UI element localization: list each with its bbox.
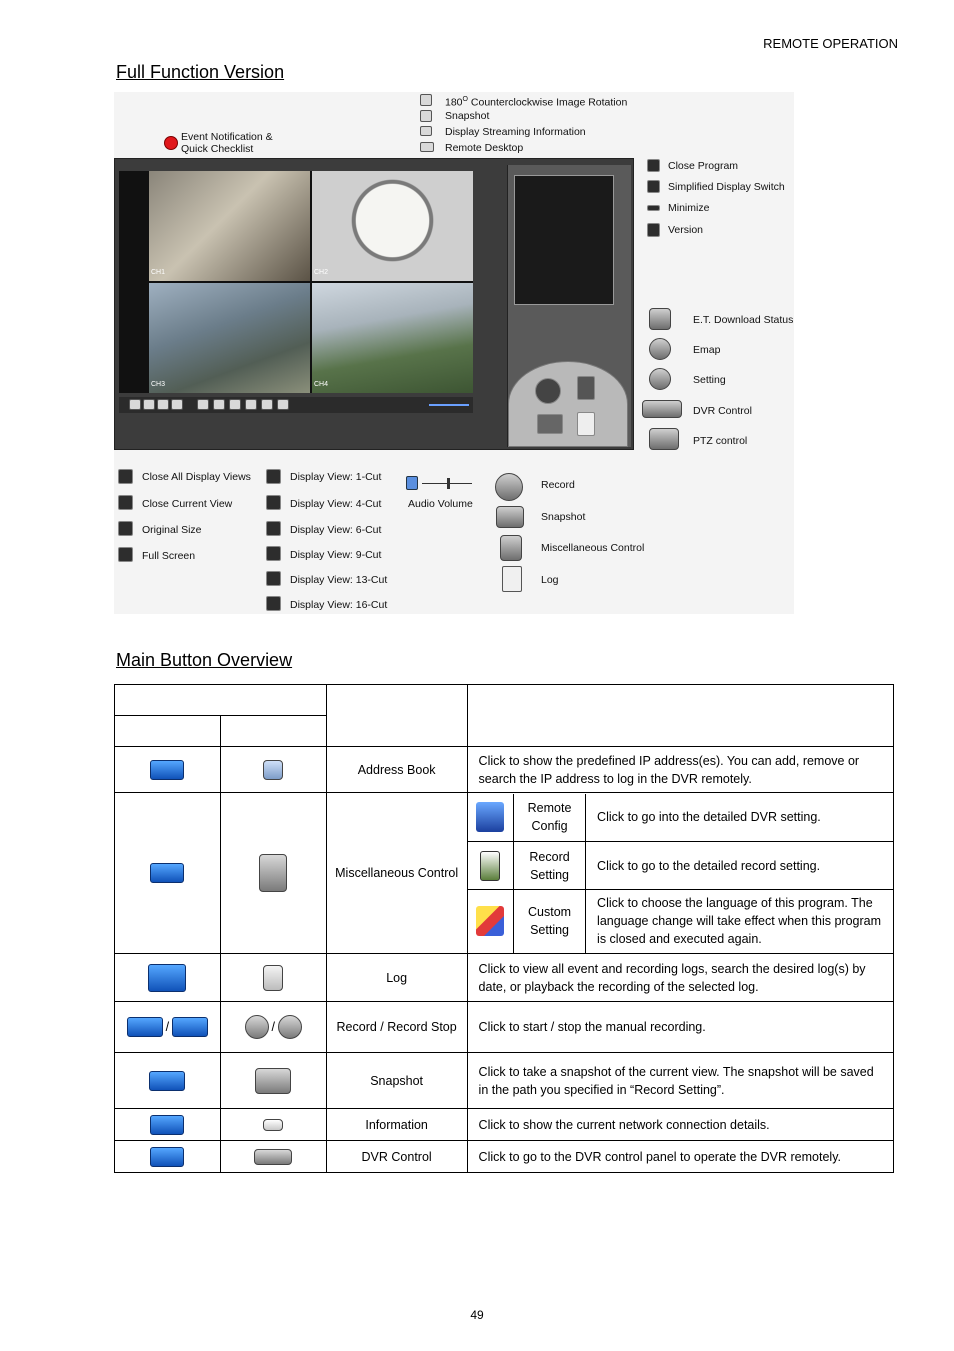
video-area: [119, 171, 473, 393]
sub-description: Click to choose the language of this program. The language change will take effect when this program is closed and executed again.: [597, 896, 882, 947]
right-label-download: E.T. Download Status: [693, 314, 794, 326]
legend-13-cut: Display View: 13-Cut: [290, 574, 388, 586]
view-1-cut-icon[interactable]: [197, 399, 209, 410]
record-setting-icon: [480, 851, 500, 881]
misc-control-blue-icon: [150, 863, 184, 883]
log-gray-icon: [263, 965, 283, 991]
function-description: Click to show the predefined IP address(es). You can add, remove or search the IP address to log in the DVR remotely.: [467, 747, 893, 793]
close-program-icon: [647, 159, 660, 172]
table-row: [115, 1141, 894, 1173]
right-label-close: Close Program: [668, 160, 739, 172]
volume-slider[interactable]: [429, 404, 469, 406]
misc-control-gray-icon: [259, 854, 287, 892]
original-size-icon[interactable]: [157, 399, 169, 410]
address-list[interactable]: [514, 175, 614, 305]
streaming-info-icon: [420, 126, 432, 136]
display-switch-icon: [647, 180, 660, 193]
full-function-figure: [114, 92, 794, 614]
audio-volume-knob: [447, 478, 450, 489]
main-button-table: [114, 684, 894, 1173]
rotate-icon: [420, 94, 432, 106]
legend-audio-volume: Audio Volume: [408, 498, 473, 510]
custom-setting-icon: [476, 906, 504, 936]
warning-icon: [164, 136, 178, 150]
record-legend-icon: [495, 473, 523, 501]
legend-close-all: Close All Display Views: [142, 471, 251, 483]
remote-config-icon: [476, 802, 504, 832]
function-description: Click to start / stop the manual recording.: [467, 1002, 893, 1053]
legend-log: Log: [541, 574, 559, 586]
table-row: [115, 1053, 894, 1109]
address-book-gray-icon: [263, 760, 283, 780]
record-blue-icon: [127, 1017, 163, 1037]
right-label-setting: Setting: [693, 374, 726, 386]
record-stop-gray-icon: [278, 1015, 302, 1039]
top-label-snapshot: Snapshot: [445, 110, 490, 122]
dvr-icon: [642, 400, 682, 418]
sub-description: Click to go to the detailed record setting.: [586, 842, 893, 890]
function-name: Information: [326, 1109, 467, 1141]
main-button-dial: [508, 361, 628, 447]
table-row: [115, 1109, 894, 1141]
function-name: Log: [326, 954, 467, 1002]
legend-9-cut: Display View: 9-Cut: [290, 549, 382, 561]
sub-label-line2: Setting: [530, 923, 569, 938]
table-row: [115, 747, 894, 793]
top-label-streaming: Display Streaming Information: [445, 126, 586, 138]
close-all-views-legend-icon: [118, 469, 133, 484]
record-gray-icon: [245, 1015, 269, 1039]
camera-view-4[interactable]: CH4: [312, 283, 473, 393]
view-4-cut-icon[interactable]: [213, 399, 225, 410]
minimize-icon: [647, 205, 660, 211]
information-gray-icon: [263, 1119, 283, 1131]
view-6-cut-legend-icon: [266, 521, 281, 536]
right-label-ptz: PTZ control: [693, 435, 748, 447]
remote-desktop-icon: [420, 142, 434, 152]
original-size-legend-icon: [118, 521, 133, 536]
right-label-switch: Simplified Display Switch: [668, 181, 785, 193]
information-blue-icon: [150, 1115, 184, 1135]
header-cell-icon-b: [220, 716, 326, 747]
dvr-control-gray-icon: [254, 1149, 292, 1165]
log-blue-icon: [148, 964, 186, 992]
right-label-dvr: DVR Control: [693, 405, 752, 417]
legend-close-current: Close Current View: [142, 498, 233, 510]
gear-icon: [649, 368, 671, 390]
function-description: Click to view all event and recording logs, search the desired log(s) by date, or playback the recording of the selected log.: [467, 954, 893, 1002]
running-header: REMOTE OPERATION: [763, 36, 898, 51]
legend-4-cut: Display View: 4-Cut: [290, 498, 382, 510]
app-window: [114, 158, 634, 450]
view-1-cut-legend-icon: [266, 469, 281, 484]
legend-snapshot: Snapshot: [541, 511, 586, 523]
top-label-remote-desktop: Remote Desktop: [445, 142, 524, 154]
version-icon: [647, 223, 660, 237]
log-button-icon[interactable]: [577, 412, 595, 436]
snapshot-small-icon: [420, 110, 432, 122]
view-13-cut-legend-icon: [266, 571, 281, 586]
sub-label-line1: Custom: [528, 905, 572, 920]
snapshot-blue-icon: [149, 1071, 185, 1091]
top-label-rotation: $180^O$ Counterclockwise Image Rotation: [445, 96, 628, 109]
view-6-cut-icon[interactable]: [229, 399, 241, 410]
close-all-views-icon[interactable]: [129, 399, 141, 410]
table-row: [115, 954, 894, 1002]
legend-6-cut: Display View: 6-Cut: [290, 524, 382, 536]
header-cell-function: [326, 685, 467, 747]
full-screen-legend-icon: [118, 547, 133, 562]
camera-view-3[interactable]: CH3: [149, 283, 310, 393]
misc-control-legend-icon: [500, 535, 522, 561]
header-cell-icon-a: [115, 716, 221, 747]
full-screen-icon[interactable]: [171, 399, 183, 410]
function-name: DVR Control: [326, 1141, 467, 1173]
record-stop-blue-icon: [172, 1017, 208, 1037]
function-name: Record / Record Stop: [326, 1002, 467, 1053]
header-cell-description: [467, 685, 893, 747]
sub-label-line2: Config: [531, 819, 568, 834]
header-cell-icons: [115, 685, 327, 716]
view-9-cut-icon[interactable]: [245, 399, 257, 410]
right-label-emap: Emap: [693, 344, 721, 356]
legend-original-size: Original Size: [142, 524, 202, 536]
snapshot-button-icon[interactable]: [537, 414, 563, 434]
legend-misc-control: Miscellaneous Control: [541, 542, 645, 554]
view-4-cut-legend-icon: [266, 495, 281, 510]
sub-label-line2: Setting: [530, 867, 569, 882]
camera-view-2[interactable]: CH2: [312, 171, 473, 281]
view-control-bar: [119, 397, 473, 413]
misc-control-button-icon[interactable]: [577, 376, 595, 400]
event-label-2: Quick Checklist: [181, 143, 254, 155]
event-label-1: Event Notification &: [181, 131, 273, 143]
sub-label-line1: Remote: [527, 801, 572, 816]
function-name: Address Book: [326, 747, 467, 793]
right-label-minimize: Minimize: [668, 202, 710, 214]
view-16-cut-icon[interactable]: [277, 399, 289, 410]
camera-view-1[interactable]: CH1: [149, 171, 310, 281]
dvr-control-blue-icon: [150, 1147, 184, 1167]
close-current-view-legend-icon: [118, 495, 133, 510]
section-title-main-buttons: Main Button Overview: [116, 650, 293, 670]
table-row: [115, 793, 894, 954]
page-number: 49: [470, 1308, 484, 1322]
function-name: Miscellaneous Control: [326, 793, 467, 954]
function-description: Click to show the current network connection details.: [467, 1109, 893, 1141]
download-icon: [649, 308, 671, 330]
emap-icon: [649, 338, 671, 360]
ptz-icon: [649, 428, 679, 450]
legend-16-cut: Display View: 16-Cut: [290, 599, 388, 611]
log-icon: [502, 566, 522, 592]
sub-label-line1: Record: [529, 849, 570, 864]
function-name: Snapshot: [326, 1053, 467, 1109]
speaker-icon: [406, 476, 418, 490]
function-description: Click to take a snapshot of the current view. The snapshot will be saved in the path you specified in “Record Setting”.: [467, 1053, 893, 1109]
function-description: Click to go to the DVR control panel to operate the DVR remotely.: [467, 1141, 893, 1173]
camera-icon: [496, 506, 524, 528]
view-16-cut-legend-icon: [266, 596, 281, 611]
record-button-icon[interactable]: [535, 378, 561, 404]
close-current-view-icon[interactable]: [143, 399, 155, 410]
control-panel: [507, 165, 631, 447]
sub-description: Click to go into the detailed DVR setting.: [586, 794, 893, 842]
right-label-version: Version: [668, 224, 704, 236]
view-9-cut-legend-icon: [266, 546, 281, 561]
table-row: / / Record / Record Stop Click to start / stop the manual recording.: [115, 1002, 894, 1053]
legend-1-cut: Display View: 1-Cut: [290, 471, 382, 483]
section-title-full-function: Full Function Version: [116, 62, 285, 82]
address-book-blue-icon: [150, 760, 184, 780]
legend-full-screen: Full Screen: [142, 550, 196, 562]
snapshot-gray-icon: [255, 1068, 291, 1094]
legend-record: Record: [541, 479, 575, 491]
view-13-cut-icon[interactable]: [261, 399, 273, 410]
